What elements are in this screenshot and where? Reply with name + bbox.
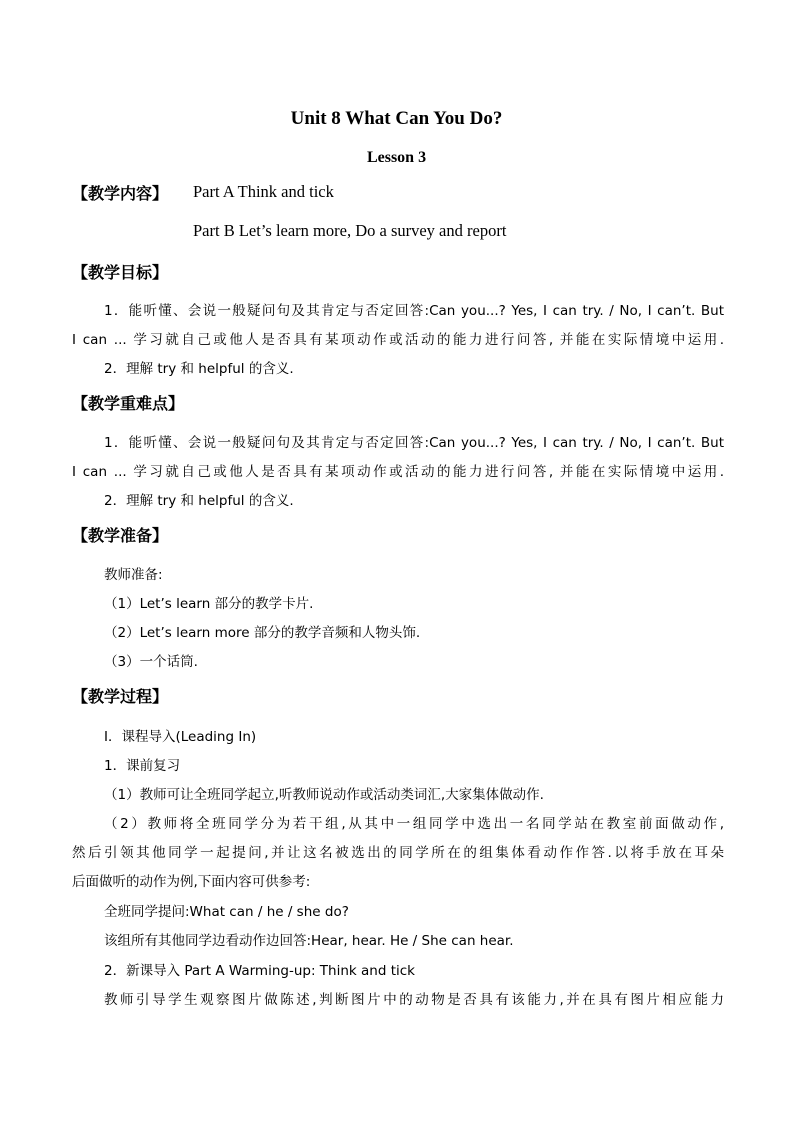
preparation-item-3: （3）一个话筒. [104, 654, 198, 670]
key-points-heading: 【教学重难点】 [72, 394, 185, 413]
process-step-1: Ⅰ．课程导入(Leading In) [104, 729, 257, 745]
content-part-b: Part B Let’s learn more, Do a survey and report [193, 221, 507, 240]
process-question: 全班同学提问:What can / he / she do? [104, 904, 349, 920]
preparation-heading: 【教学准备】 [72, 526, 169, 545]
process-paragraph-1: （1）教师可让全班同学起立,听教师说动作或活动类词汇,大家集体做动作. [104, 787, 544, 803]
process-paragraph-2a: （2）教师将全班同学分为若干组,从其中一组同学中选出一名同学站在教室前面做动作, [104, 816, 724, 832]
process-paragraph-2c: 后面做听的动作为例,下面内容可供参考: [72, 874, 311, 890]
process-paragraph-2b: 然后引领其他同学一起提问,并让这名被选出的同学所在的组集体看动作作答.以将手放在耳朵 [72, 845, 724, 861]
key-points-line-3: 2．理解 try 和 helpful 的含义. [104, 493, 294, 509]
goals-line-2: I can ... 学习就自己或他人是否具有某项动作或活动的能力进行问答, 并能在实际情境中运用. [72, 332, 724, 348]
process-sub-1: 1．课前复习 [104, 758, 181, 774]
process-paragraph-3: 教师引导学生观察图片做陈述,判断图片中的动物是否具有该能力,并在具有图片相应能力 [104, 992, 724, 1008]
lesson-title: Lesson 3 [366, 149, 427, 166]
preparation-item-1: （1）Let’s learn 部分的教学卡片. [104, 596, 314, 612]
document-title: Unit 8 What Can You Do? [290, 108, 503, 129]
content-heading: 【教学内容】 [72, 184, 169, 203]
key-points-line-2: I can ... 学习就自己或他人是否具有某项动作或活动的能力进行问答, 并能在实际情境中运用. [72, 464, 724, 480]
preparation-intro: 教师准备: [104, 567, 163, 583]
process-heading: 【教学过程】 [72, 687, 169, 706]
goals-line-3: 2．理解 try 和 helpful 的含义. [104, 361, 294, 377]
process-sub-2: 2．新课导入 Part A Warming-up: Think and tick [104, 963, 415, 979]
content-part-a: Part A Think and tick [193, 182, 334, 201]
key-points-line-1: 1．能听懂、会说一般疑问句及其肯定与否定回答:Can you...? Yes, I can try. / No, I can’t. But [104, 435, 724, 451]
goals-line-1: 1．能听懂、会说一般疑问句及其肯定与否定回答:Can you...? Yes, I can try. / No, I can’t. But [104, 303, 724, 319]
process-answer: 该组所有其他同学边看动作边回答:Hear, hear. He / She can hear. [104, 933, 514, 949]
preparation-item-2: （2）Let’s learn more 部分的教学音频和人物头饰. [104, 625, 421, 641]
goals-heading: 【教学目标】 [72, 263, 169, 282]
